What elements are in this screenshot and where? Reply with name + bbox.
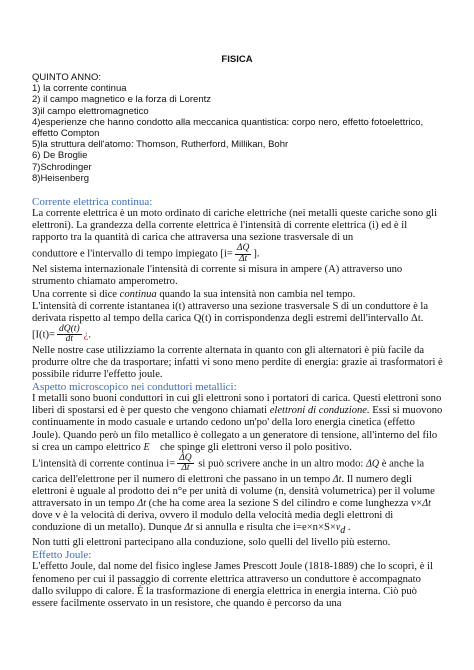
section-heading-joule: Effetto Joule: (32, 549, 92, 562)
topic-list (32, 72, 442, 184)
topic-item: 7)Schrodinger (32, 161, 92, 173)
paragraph: Nel sistema internazionale l'intensità di corrente si misura in ampere (A) attraverso uno strumento chiamato amperometro. (32, 264, 403, 288)
section-heading-aspetto: Aspetto microscopico nei conduttori metallici: (32, 381, 237, 394)
paragraph: Una corrente si dice continua quando la sua intensità non cambia nel tempo. (32, 288, 356, 300)
document-body (32, 196, 444, 610)
fraction-derivative: $\frac{dQ(t)}{dt}$ (59, 323, 80, 345)
document-title: FISICA (221, 54, 253, 65)
topic-item: 6) De Broglie (32, 150, 88, 162)
paragraph: Nelle nostre case utilizziamo la corrente alternata in quanto con gli alternatori è più facile da produrre oltre che da trasportare; infatti vi sono meno perdite di energia: grazie ai trasformatori è possibile ridurre l'effetto joule. (32, 344, 443, 381)
paragraph: conduttore e l'intervallo di tempo impiegato [i= $\frac{\Delta Q}{\Delta t}$ ]. (32, 243, 260, 264)
electric-field-symbol: E⃗ (143, 441, 158, 453)
paragraph: I metalli sono buoni conduttori in cui gli elettroni sono i portatori di carica. Questi elettroni sono liberi di spostarsi ed è per questo che vengono chiamati elettroni di conduzione. Essi si muovono continuamente in modo casuale e urtando cedono un'po' della loro energia cinetica (effetto Joule). Quando però un filo metallico è collegato a un generatore di tensione, all'interno del filo si crea un campo elettrico E⃗ che spinge gli elettroni verso il polo positivo. (32, 393, 443, 453)
topic-item: 5)la struttura dell'atomo: Thomson, Rutherford, Millikan, Bohr (32, 139, 289, 151)
paragraph: L'intensità di corrente istantanea i(t) attraverso una sezione trasversale S di un conduttore è la derivata rispetto al tempo della carica Q(t) in corrispondenza degli estremi dell'intervallo Δt. (32, 300, 429, 324)
fraction-dq-dt: $\frac{\Delta Q}{\Delta t}$ (236, 243, 250, 264)
topic-item: 3)il campo elettromagnetico (32, 105, 149, 117)
paragraph: [I(t)= $\frac{dQ(t)}{dt}$ ¿. (32, 323, 91, 345)
paragraph: L'effetto Joule, dal nome del fisico inglese James Prescott Joule (1818-1889) che lo scoprì, è il fenomeno per cui il passaggio di corrente elettrica attraverso un conduttore è accompagnato dallo sviluppo di calore. È la trasformazione di energia elettrica in energia interna. Ciò può essere facilmente osservato in un resistore, che quando è percorso da una (32, 561, 433, 609)
topic-list-header: QUINTO ANNO: (32, 72, 101, 83)
paragraph: L'intensità di corrente continua i= $\frac{\Delta Q}{\Delta t}$ si può scrivere anche in un altro modo: ΔQ è anche la carica dell'elettrone per il numero di elettroni che passano in un tempo Δt. Il numero degli elettroni è uguale al prodotto dei n°e per unità di volume (n, densità volumetrica) per il volume attraversato in un tempo Δt (che ha come area la sezione S del cilindro e come lunghezza v×Δt dove v è la velocità di deriva, ovvero il modulo della velocità media degli elettroni di conduzione di un metallo). Dunque Δt si annulla e risulta che $i=e\times n\times S\times v_d$ . (32, 452, 435, 537)
fraction-dq-dt: $\frac{\Delta Q}{\Delta t}$ (179, 452, 192, 474)
topic-item: 1) la corrente continua (32, 83, 127, 95)
paragraph: Non tutti gli elettroni partecipano alla conduzione, solo quelli del livello più esterno. (32, 537, 391, 549)
topic-item: 2) il campo magnetico e la forza di Lorentz (32, 94, 212, 106)
section-heading-corrente: Corrente elettrica continua: (32, 196, 153, 208)
topic-item: 8)Heisenberg (32, 172, 90, 184)
paragraph: La corrente elettrica è un moto ordinato di cariche elettriche (nei metalli queste cariche sono gli elettroni). La grandezza della corrente elettrica è l'intensità di corrente elettrica (i) ed è il rapporto tra la quantità di carica che attraversa una sezione trasversale di un (32, 208, 438, 244)
topic-item: 4)esperienze che hanno condotto alla meccanica quantistica: corpo nero, effetto fotoelettrico, effetto Compton (32, 116, 424, 140)
